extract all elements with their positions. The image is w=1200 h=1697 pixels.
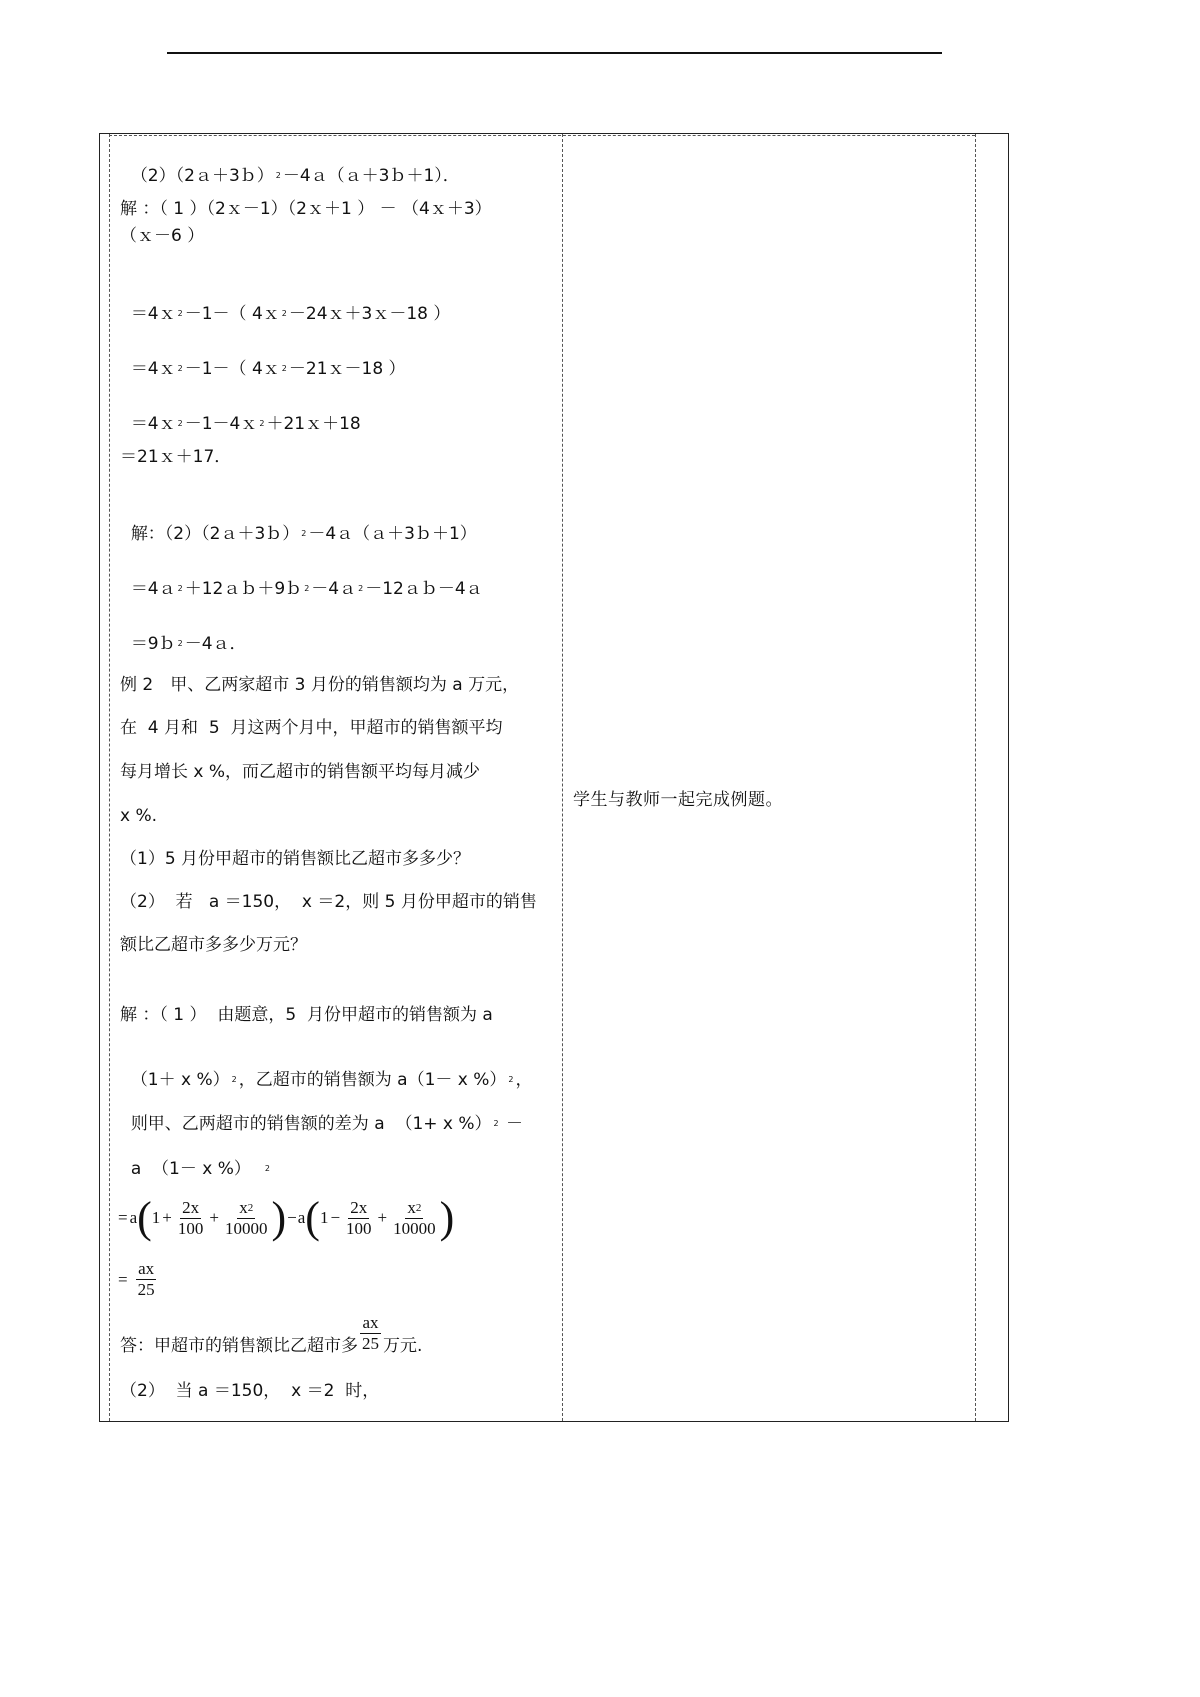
problem-line [120,143,460,190]
solution-line [120,1091,523,1138]
solution-line: （2） 当 a ＝150， x ＝2 时， [120,1381,380,1401]
superscript: 2 [493,1119,499,1128]
var-a: a [297,1208,306,1227]
superscript: 2 [304,584,310,593]
superscript: 2 [177,419,183,428]
text: ＋21ｘ＋18 [266,414,361,434]
text: －1－（ 4ｘ [184,304,280,324]
text: ＝4ｘ [130,414,176,434]
one: 1 [319,1208,329,1227]
teacher-note: 学生与教师一起完成例题。 [573,790,783,810]
text: （1＋ x %） [130,1070,230,1090]
superscript: 2 [358,584,364,593]
var-a: a [129,1208,138,1227]
fraction-ax-over-25 [360,1313,381,1354]
superscript: 2 [281,309,287,318]
text: －1－（ 4ｘ [184,359,280,379]
left-paren: ( [305,1193,320,1242]
difference-formula [118,1193,455,1242]
text: －4ａ [311,579,357,599]
example-line: x %. [120,806,158,826]
numerator [237,1198,255,1219]
question-line: （2） 若 a ＝150， x ＝2，则 5 月份甲超市的销售 [120,892,537,912]
text: （2）（2ａ＋3ｂ） [130,166,274,186]
numerator: 2x [350,1197,368,1217]
text: ，乙超市的销售额为 a（1－ x %） [238,1070,507,1090]
solution-line [120,501,477,548]
right-paren: ) [439,1193,455,1242]
solution-line [120,336,406,383]
right-column-divider [975,134,976,1421]
fraction-x2-over-10000 [391,1198,438,1239]
denominator: 10000 [393,1218,436,1238]
superscript: 2 [177,309,183,318]
text: －24ｘ＋3ｘ－18 ） [288,304,451,324]
answer-line [120,1313,423,1357]
header-rule [167,52,942,54]
solution-line [120,281,450,328]
fraction-ax-over-25 [136,1259,157,1300]
superscript: 2 [281,364,287,373]
plus-sign: + [209,1208,219,1227]
denominator: 10000 [224,1218,268,1238]
superscript: 2 [301,529,307,538]
superscript: 2 [415,1201,422,1214]
superscript: 2 [508,1075,514,1084]
fraction-2x-over-100 [344,1198,374,1239]
fraction-x2-over-10000 [223,1198,270,1239]
denominator: 25 [362,1334,379,1353]
right-paren: ) [271,1193,287,1242]
superscript: 2 [177,364,183,373]
superscript: 2 [177,639,183,648]
text: ＝4ｘ [130,359,176,379]
text: a （1－ x %） [130,1159,251,1179]
superscript: 2 [231,1075,237,1084]
text: － [500,1114,524,1134]
superscript: 2 [275,171,281,180]
solution-line: ＝21ｘ＋17． [120,447,232,467]
text: ， [515,1070,533,1090]
plus-sign: + [162,1208,172,1227]
equals-sign: = [118,1269,128,1289]
superscript: 2 [264,1164,270,1173]
example-line: 例 2 甲、乙两家超市 3 月份的销售额均为 a 万元， [120,675,520,695]
numerator: ax [362,1313,379,1332]
numerator: ax [138,1259,155,1278]
text: 则甲、乙两超市的销售额的差为 a （1+ x %） [130,1114,492,1134]
denominator: 100 [346,1218,372,1238]
solution-line: 解 ：（ 1 ） 由题意，5 月份甲超市的销售额为 a [120,1005,493,1025]
solution-line [120,1136,272,1183]
solution-line [120,391,361,438]
plus-sign: + [377,1208,388,1227]
text: ＝4ａ [130,579,176,599]
solution-line [120,1047,533,1094]
fraction-2x-over-100 [176,1198,206,1239]
text: ＋12ａｂ＋9ｂ [184,579,303,599]
var-x: x [407,1197,416,1217]
text: －1－4ｘ [184,414,258,434]
text: －4ａ（ａ＋3ｂ＋1）． [282,166,460,186]
text: 答：甲超市的销售额比乙超市多 [120,1336,358,1356]
text: ＝9ｂ [130,634,176,654]
numerator: 2x [182,1197,200,1217]
superscript: 2 [247,1201,254,1214]
solution-line: （ｘ－6 ） [120,226,205,246]
text: －4ａ（ａ＋3ｂ＋1） [308,524,477,544]
minus-sign: − [287,1208,297,1227]
solution-line [120,611,247,658]
solution-line: 解 ：（ 1 ）（2ｘ－1）（2ｘ＋1 ） － （4ｘ＋3） [120,199,492,219]
one: 1 [151,1208,161,1227]
text: －4ａ． [184,634,247,654]
denominator: 100 [177,1218,204,1238]
left-paren: ( [137,1193,152,1242]
denominator: 25 [137,1280,155,1299]
text: －21ｘ－18 ） [288,359,406,379]
solution-line [120,556,483,603]
superscript: 2 [259,419,265,428]
text: ＝4ｘ [130,304,176,324]
question-line: 额比乙超市多多少万元？ [120,935,307,955]
superscript: 2 [177,584,183,593]
minus-sign: − [330,1208,341,1227]
text: 解：（2）（2ａ＋3ｂ） [130,524,300,544]
result-formula [118,1259,159,1300]
var-x: x [239,1197,248,1217]
text: 万元. [383,1336,423,1356]
example-line: 在 4 月和 5 月这两个月中，甲超市的销售额平均 [120,718,503,738]
numerator [405,1198,423,1219]
example-line: 每月增长 x %，而乙超市的销售额平均每月减少 [120,762,481,782]
equals-sign: = [118,1208,128,1227]
question-line: （1）5 月份甲超市的销售额比乙超市多多少？ [120,849,471,869]
text: －12ａｂ－4ａ [365,579,483,599]
